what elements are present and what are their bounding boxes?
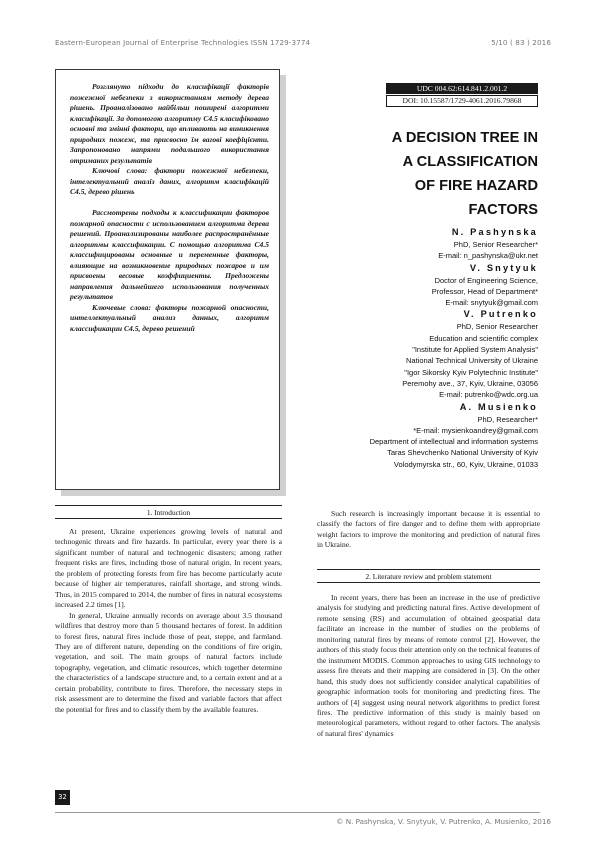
- title-line: A DECISION TREE IN: [391, 130, 538, 146]
- author-affiliation-line: "Institute for Applied System Analysis": [412, 345, 538, 355]
- body-paragraph: In recent years, there has been an increase in the use of predictive analysis for studying and predicting natural fires. Active development of remote sensing (RS) and accumulation of obtained geospatial data facilitate an increase in the number of studies on the problems of monitoring natural fires by means of remote control [2]. However, the authors of this study focus their attention only on the technical features of the instrument MODIS. Common approaches to using GIS technology to assess fire threats and their mapping are considered in [3]. On the other hand, this study does not sufficiently consider analytical capabilities of geographic information tools for monitoring and predicting fires. The authors of [4] suggest using neural network algorithms to predict forest fires. The predictive information of this study is mainly based on meteorological parameters, without regard to other factors. The analysis of natural fires' dynamics: [317, 593, 540, 738]
- body-paragraph: At present, Ukraine experiences growing levels of natural and technogenic threats and fire hazards. In particular, every year there is a significant number of natural and technogenic disasters; among rather frequent risks are fires, including those of natural origin. In recent years, the problem of protecting forests from fire has become particularly acute because of higher air temperatures, rainfall shortage, and strong winds. Thus, in 2015 compared to 2014, the number of fires in natural ecosystems increased 2.2 times [1].: [55, 527, 282, 610]
- title-line: A CLASSIFICATION: [402, 154, 538, 170]
- author-affiliation-line: Peremohy ave., 37, Kyiv, Ukraine, 03056: [402, 378, 538, 388]
- page-number: 32: [55, 790, 70, 805]
- abstract-ukrainian: Розглянуто підходи до класифікації факторів пожежної небезпеки з використанням методу дерева рішень. Проаналізовано найбільш поширені алгоритми класифікації. За допомогою алгоритму С4.5 класифіковано основні та змінні фактори, що впливають на виникнення природних пожеж, та присвоєно їм вагові коефіцієнти. Запропоновано напрями подальшого використання отриманих результатів: [70, 82, 269, 165]
- keywords-russian: Ключевые слова: факторы пожарной опасности, интеллектуальный анализ данных, алгоритм классификации С4.5, дерево решений: [70, 302, 269, 334]
- left-body-column: [55, 527, 282, 715]
- author-affiliation-line: Volodymyrska str., 60, Kyiv, Ukraine, 01033: [393, 459, 538, 469]
- section-heading-introduction: 1. Introduction: [55, 505, 282, 519]
- author-name: V. Putrenko: [463, 309, 538, 320]
- section-heading-literature-review: 2. Literature review and problem statement: [317, 569, 540, 583]
- udc-doi-block: [386, 83, 538, 107]
- author-affiliation-line: Taras Shevchenko National University of Kyiv: [387, 448, 538, 458]
- doi-label: DOI: 10.15587/1729-4061.2016.79868: [386, 95, 538, 107]
- author-affiliation-line: Professor, Head of Department*: [431, 286, 538, 296]
- author-email[interactable]: E-mail: snytyuk@gmail.com: [445, 298, 538, 308]
- body-paragraph: Such research is increasingly important because it is essential to classify the factors of fire danger and to define them with appropriate weight factors to improve the monitoring and prediction of natural fires in Ukraine.: [317, 509, 540, 550]
- right-body-column-top: [317, 509, 540, 551]
- footer-divider: [55, 812, 540, 813]
- author-affiliation-line: Doctor of Engineering Science,: [434, 275, 538, 285]
- keywords-ukrainian: Ключові слова: фактори пожежної небезпеки, інтелектуальний аналіз даних, алгоритм класифікацій С4.5, дерево рішень: [70, 166, 269, 197]
- author-name: N. Pashynska: [451, 227, 538, 237]
- author-affiliation-line: PhD, Researcher*: [477, 414, 538, 424]
- author-affiliation-line: National Technical University of Ukraine: [405, 356, 538, 366]
- title-line: FACTORS: [468, 202, 538, 218]
- body-paragraph: In general, Ukraine annually records on average about 3.5 thousand wildfires that destroy more than 5 thousand hectares of forest. In addition to forest fires, natural fires include those of peat, steppe, and farmland. They are of different nature, depending on the conditions of fire origin, vegetation, and soil. The main groups of natural factors include topography, vegetation, and climatic resources, which together determine the characteristics of a landscape structure and, to a certain extent and at a certain probability, contribute to fires. Therefore, the necessary steps in risk assessment are to determine the fixed and variable factors that affect the potential for fires and to classify them by the available features.: [55, 610, 282, 714]
- author-affiliation-line: PhD, Senior Researcher*: [453, 240, 538, 249]
- author-name: V. Snytyuk: [469, 262, 538, 273]
- author-name: A. Musienko: [459, 401, 538, 412]
- abstract-box-content: [55, 69, 280, 490]
- author-block: [248, 226, 538, 470]
- article-title: [318, 126, 538, 222]
- author-affiliation-line: PhD, Senior Researcher: [456, 322, 538, 332]
- author-email[interactable]: E-mail: n_pashynska@ukr.net: [438, 251, 538, 261]
- author-affiliation-line: Department of intellectual and information systems: [369, 437, 538, 447]
- author-email[interactable]: E-mail: putrenko@wdc.org.ua: [439, 390, 538, 400]
- right-body-column-bottom: [317, 593, 540, 739]
- copyright-notice: © N. Pashynska, V. Snytyuk, V. Putrenko, A. Musienko, 2016: [336, 817, 551, 826]
- abstract-box: [55, 69, 280, 490]
- issue-running-head: 5/10 ( 83 ) 2016: [491, 38, 551, 47]
- journal-running-head: Eastern-European Journal of Enterprise Technologies ISSN 1729-3774: [55, 38, 311, 47]
- title-line: OF FIRE HAZARD: [414, 178, 538, 194]
- author-email[interactable]: *E-mail: mysienkoandrey@gmail.com: [413, 425, 538, 435]
- author-affiliation-line: Education and scientific complex: [429, 333, 538, 343]
- udc-label: UDC 004.62:614.841.2.001.2: [386, 83, 538, 94]
- author-affiliation-line: "Igor Sikorsky Kyiv Polytechnic Institute": [404, 367, 538, 377]
- abstract-russian: Рассмотрены подходы к классификации факторов пожарной опасности с использованием алгоритма дерева решений. Проанализированы наиболее распространённые алгоритмы классификации. С помощью алгоритма С4.5 классифицированы основные и переменные факторы, влияющие на возникновение природных пожаров и им присвоены весовые коэффициенты. Предложены направления дальнейшего использования полученных результатов: [70, 208, 269, 302]
